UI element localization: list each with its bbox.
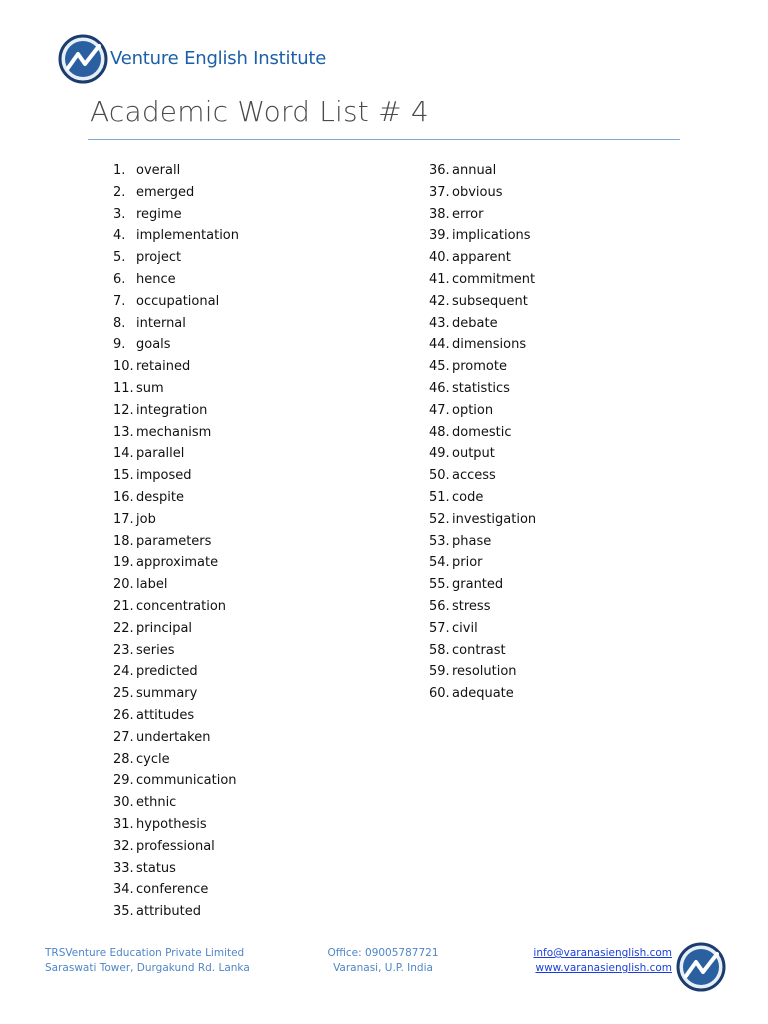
word-list-item [113, 400, 239, 422]
item-word: concentration [136, 598, 227, 614]
item-word: annual [452, 163, 497, 178]
item-number: 60. [429, 686, 450, 702]
item-number: 53. [429, 533, 450, 549]
item-word: resolution [452, 664, 517, 680]
word-list-item [429, 334, 536, 356]
word-list-item [113, 378, 239, 400]
item-word: undertaken [136, 729, 211, 745]
item-word: ethnic [136, 795, 177, 811]
item-word: apparent [452, 250, 511, 266]
item-word: predicted [136, 664, 198, 680]
item-number: 32. [113, 838, 134, 854]
item-word: hence [136, 271, 176, 287]
item-number: 12. [113, 402, 134, 418]
item-number: 9. [113, 337, 126, 353]
item-word: emerged [136, 184, 195, 200]
word-list-right [429, 160, 536, 705]
item-number: 8. [113, 315, 126, 331]
item-number: 18. [113, 533, 134, 549]
item-word: overall [136, 163, 181, 178]
item-word: code [452, 489, 484, 505]
item-number: 28. [113, 751, 134, 767]
word-list-item [429, 574, 536, 596]
word-list-item [429, 465, 536, 487]
word-list-item [429, 160, 536, 182]
item-number: 45. [429, 359, 450, 375]
item-word: phase [452, 533, 492, 549]
item-number: 5. [113, 250, 126, 266]
word-list-item [113, 661, 239, 683]
word-list-item [429, 400, 536, 422]
item-number: 4. [113, 228, 126, 244]
word-list-item [113, 749, 239, 771]
item-number: 52. [429, 511, 450, 527]
item-number: 43. [429, 315, 450, 331]
item-word: investigation [452, 511, 537, 527]
word-list-item [113, 334, 239, 356]
word-list-item [113, 204, 239, 226]
item-word: option [452, 402, 494, 418]
word-list-left [113, 160, 239, 923]
item-number: 6. [113, 271, 126, 287]
word-list-item [113, 291, 239, 313]
item-number: 55. [429, 577, 450, 593]
word-list-item [113, 705, 239, 727]
word-list-item [429, 618, 536, 640]
word-list-item [429, 552, 536, 574]
word-list-item [429, 291, 536, 313]
brand-name: Venture English Institute [110, 47, 327, 69]
footer-links [533, 946, 672, 976]
item-word: prior [452, 555, 483, 571]
word-list-item [429, 356, 536, 378]
item-number: 50. [429, 468, 450, 484]
word-list-item [429, 640, 536, 662]
item-number: 26. [113, 707, 134, 723]
venture-logo-icon [58, 34, 108, 84]
item-word: professional [136, 838, 215, 854]
title-divider [88, 139, 680, 140]
footer-address: Saraswati Tower, Durgakund Rd. Lanka [45, 962, 250, 974]
item-word: domestic [452, 424, 512, 440]
item-number: 25. [113, 686, 134, 702]
word-list-item [429, 204, 536, 226]
item-number: 30. [113, 795, 134, 811]
item-number: 31. [113, 816, 134, 832]
item-word: integration [136, 402, 208, 418]
item-number: 46. [429, 380, 450, 396]
item-number: 16. [113, 489, 134, 505]
word-list-item [113, 858, 239, 880]
word-list-item [113, 465, 239, 487]
word-list-item [429, 182, 536, 204]
item-word: occupational [136, 293, 220, 309]
item-word: stress [452, 598, 491, 614]
item-word: approximate [136, 555, 219, 571]
word-list-item [429, 661, 536, 683]
item-word: cycle [136, 751, 170, 767]
item-number: 38. [429, 206, 450, 222]
item-number: 10. [113, 359, 134, 375]
item-number: 11. [113, 380, 134, 396]
item-number: 47. [429, 402, 450, 418]
word-list-item [429, 269, 536, 291]
item-word: label [136, 577, 168, 593]
item-word: goals [136, 337, 171, 353]
footer-city: Varanasi, U.P. India [333, 962, 433, 974]
item-word: adequate [452, 686, 514, 702]
item-word: granted [452, 577, 504, 593]
item-number: 34. [113, 882, 134, 898]
item-word: debate [452, 315, 498, 331]
item-word: contrast [452, 642, 506, 658]
item-number: 37. [429, 184, 450, 200]
word-list-item [429, 531, 536, 553]
word-list-item [113, 160, 239, 182]
word-list-item [113, 836, 239, 858]
item-number: 20. [113, 577, 134, 593]
item-word: output [452, 446, 495, 462]
word-list-item [113, 727, 239, 749]
item-word: summary [136, 686, 198, 702]
word-list-item [113, 509, 239, 531]
item-word: despite [136, 489, 184, 505]
item-number: 40. [429, 250, 450, 266]
item-number: 42. [429, 293, 450, 309]
word-list-item [429, 422, 536, 444]
word-list-item [113, 618, 239, 640]
item-word: statistics [452, 380, 510, 396]
item-number: 22. [113, 620, 134, 636]
item-word: attributed [136, 904, 201, 920]
item-number: 1. [113, 163, 126, 178]
item-number: 21. [113, 598, 134, 614]
word-list-item [429, 378, 536, 400]
word-list-item [113, 574, 239, 596]
item-word: implementation [136, 228, 240, 244]
item-word: imposed [136, 468, 192, 484]
item-number: 14. [113, 446, 134, 462]
item-word: promote [452, 359, 507, 375]
item-number: 29. [113, 773, 134, 789]
item-word: attitudes [136, 707, 195, 723]
item-word: status [136, 860, 176, 876]
website-link[interactable]: www.varanasienglish.com [535, 962, 672, 974]
word-list-item [429, 225, 536, 247]
item-number: 48. [429, 424, 450, 440]
word-list-item [113, 443, 239, 465]
item-number: 13. [113, 424, 134, 440]
item-number: 23. [113, 642, 134, 658]
item-word: civil [452, 620, 478, 636]
item-number: 7. [113, 293, 126, 309]
word-list-item [113, 225, 239, 247]
word-list-item [113, 422, 239, 444]
item-word: job [136, 511, 156, 527]
item-word: subsequent [452, 293, 528, 309]
item-word: retained [136, 359, 191, 375]
item-number: 57. [429, 620, 450, 636]
item-word: error [452, 206, 484, 222]
word-list-item [113, 552, 239, 574]
item-number: 3. [113, 206, 126, 222]
item-word: regime [136, 206, 182, 222]
brand-logo [58, 33, 326, 85]
item-word: parameters [136, 533, 212, 549]
item-number: 54. [429, 555, 450, 571]
item-number: 15. [113, 468, 134, 484]
word-list-item [429, 596, 536, 618]
word-list-item [113, 313, 239, 335]
word-list-item [429, 509, 536, 531]
item-number: 35. [113, 904, 134, 920]
item-word: access [452, 468, 496, 484]
item-word: conference [136, 882, 209, 898]
word-list-item [429, 443, 536, 465]
item-number: 49. [429, 446, 450, 462]
item-word: parallel [136, 446, 185, 462]
footer-logo-icon [676, 942, 726, 992]
item-number: 27. [113, 729, 134, 745]
item-number: 56. [429, 598, 450, 614]
footer-contact [322, 946, 444, 976]
word-list-item [113, 879, 239, 901]
word-list-item [113, 683, 239, 705]
item-word: principal [136, 620, 193, 636]
item-number: 58. [429, 642, 450, 658]
word-list-item [429, 313, 536, 335]
item-number: 44. [429, 337, 450, 353]
word-list-item [429, 247, 536, 269]
item-number: 24. [113, 664, 134, 680]
word-list-item [113, 596, 239, 618]
word-list-item [113, 814, 239, 836]
word-list-item [113, 182, 239, 204]
item-number: 41. [429, 271, 450, 287]
footer-company [45, 946, 250, 976]
word-list-item [113, 640, 239, 662]
word-list-item [113, 531, 239, 553]
item-word: obvious [452, 184, 503, 200]
item-word: internal [136, 315, 186, 331]
item-word: sum [136, 380, 164, 396]
item-word: mechanism [136, 424, 212, 440]
item-word: implications [452, 228, 531, 244]
item-word: hypothesis [136, 816, 207, 832]
item-number: 36. [429, 163, 450, 178]
word-list-item [113, 901, 239, 923]
footer-company-name: TRSVenture Education Private Limited [45, 947, 245, 959]
word-list-item [113, 269, 239, 291]
item-number: 39. [429, 228, 450, 244]
word-list-item [429, 487, 536, 509]
item-number: 59. [429, 664, 450, 680]
item-word: project [136, 250, 182, 266]
footer-office-phone: Office: 09005787721 [327, 947, 439, 959]
item-word: dimensions [452, 337, 527, 353]
item-word: series [136, 642, 175, 658]
word-list-item [113, 770, 239, 792]
word-list-item [113, 792, 239, 814]
item-word: communication [136, 773, 237, 789]
page-title: Academic Word List # 4 [90, 95, 429, 128]
item-number: 33. [113, 860, 134, 876]
word-list-item [113, 356, 239, 378]
item-number: 51. [429, 489, 450, 505]
word-list-item [429, 683, 536, 705]
item-number: 2. [113, 184, 126, 200]
word-list-item [113, 247, 239, 269]
email-link[interactable]: info@varanasienglish.com [533, 947, 672, 959]
word-list-item [113, 487, 239, 509]
item-number: 17. [113, 511, 134, 527]
item-word: commitment [452, 271, 536, 287]
item-number: 19. [113, 555, 134, 571]
